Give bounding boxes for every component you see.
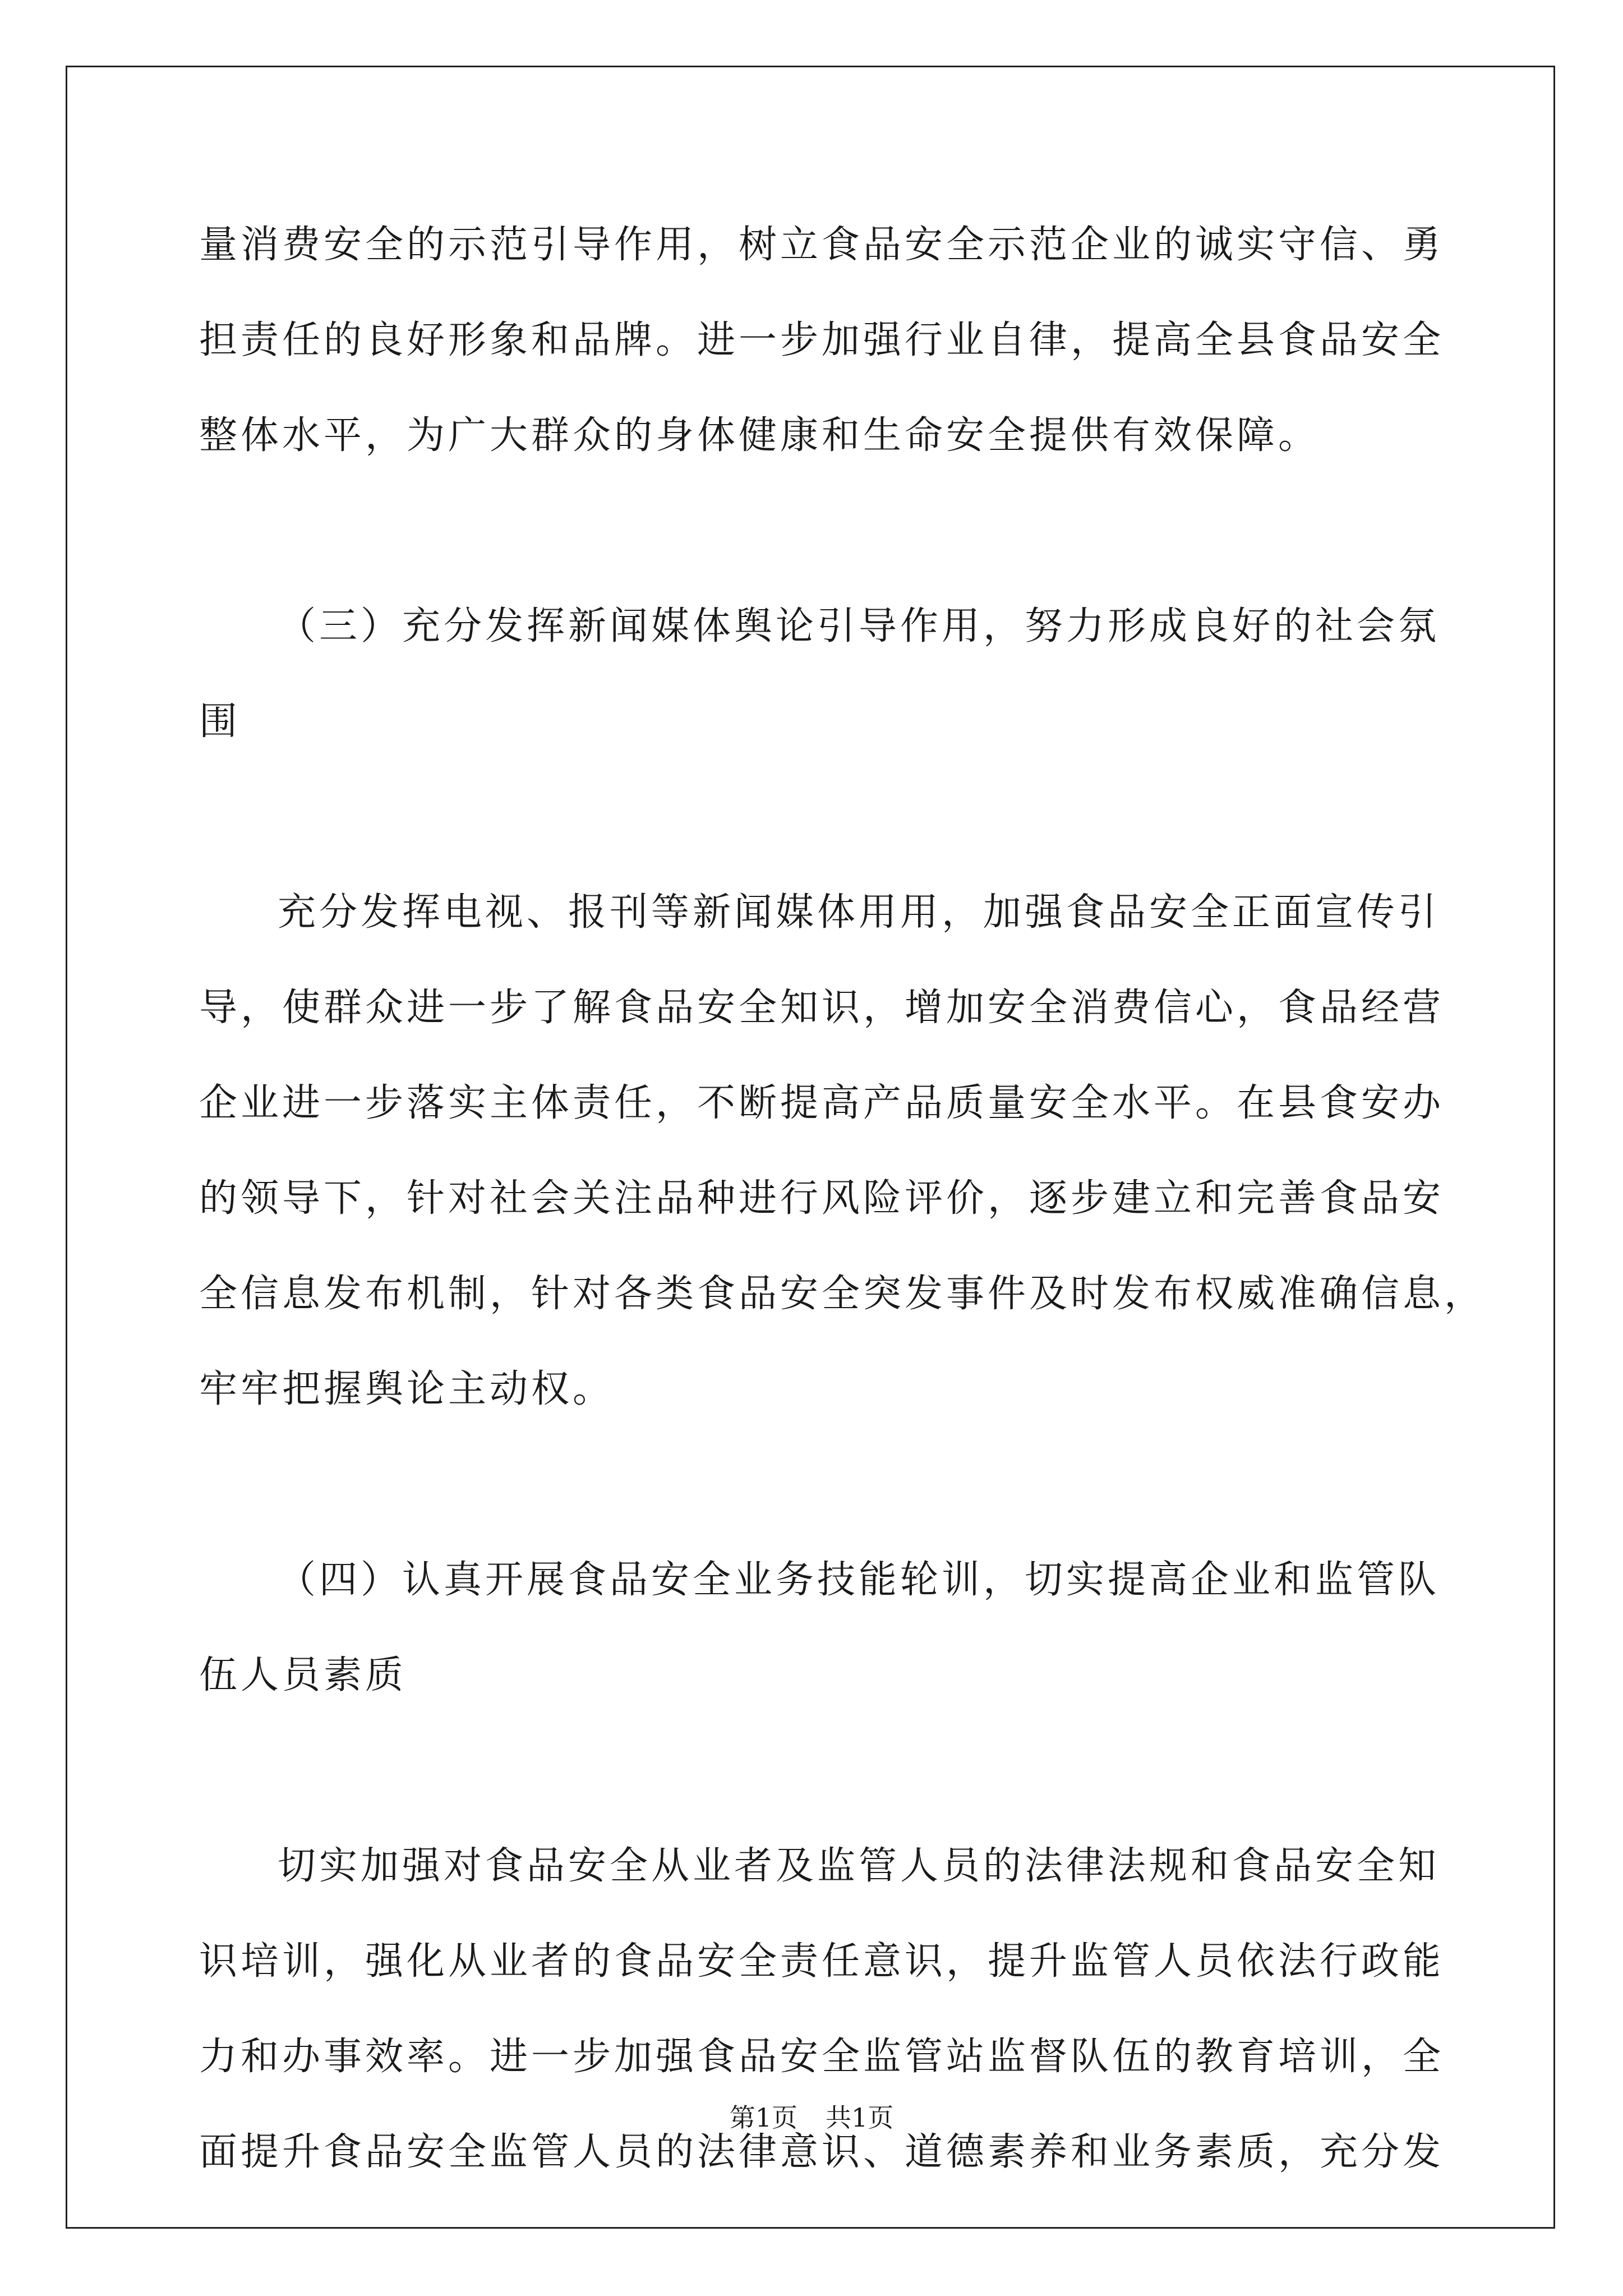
paragraph-spacer (199, 781, 1424, 876)
section-heading-4: （四）认真开展食品安全业务技能轮训，切实提高企业和监管队 (278, 1558, 1440, 1602)
text-line: 整体水平，为广大群众的身体健康和生命安全提供有效保障。 (199, 413, 1320, 458)
text-line: 牢牢把握舆论主动权。 (199, 1367, 615, 1411)
text-line: 切实加强对食品安全从业者及监管人员的法律法规和食品安全知 (278, 1844, 1440, 1888)
section-heading-3-cont: 围 (199, 700, 241, 744)
text-line: 充分发挥电视、报刊等新闻媒体用用，加强食品安全正面宣传引 (278, 890, 1440, 935)
document-body (199, 209, 1486, 2211)
text-line: 全信息发布机制，针对各类食品安全突发事件及时发布权威准确信息， (199, 1272, 1486, 1316)
text-line: 力和办事效率。进一步加强食品安全监管站监督队伍的教育培训，全 (199, 2035, 1445, 2079)
paragraph-spacer (199, 1734, 1424, 1830)
page-number: 第1页 (729, 2102, 797, 2133)
text-line: 识培训，强化从业者的食品安全责任意识，提升监管人员依法行政能 (199, 1939, 1445, 1984)
text-line: 量消费安全的示范引导作用，树立食品安全示范企业的诚实守信、勇 (199, 223, 1445, 267)
page-footer (0, 2101, 1623, 2134)
text-line: 担责任的良好形象和品牌。进一步加强行业自律，提高全县食品安全 (199, 318, 1445, 362)
page-total: 共1页 (826, 2102, 894, 2133)
text-line: 面提升食品安全监管人员的法律意识、道德素养和业务素质，充分发 (199, 2130, 1445, 2174)
text-line: 导，使群众进一步了解食品安全知识，增加安全消费信心，食品经营 (199, 986, 1445, 1030)
section-heading-4-cont: 伍人员素质 (199, 1653, 407, 1697)
paragraph-spacer (199, 495, 1424, 590)
section-heading-3: （三）充分发挥新闻媒体舆论引导作用，努力形成良好的社会氛 (278, 604, 1440, 648)
text-line: 的领导下，针对社会关注品种进行风险评价，逐步建立和完善食品安 (199, 1176, 1445, 1221)
paragraph-spacer (199, 1448, 1424, 1544)
text-line: 企业进一步落实主体责任，不断提高产品质量安全水平。在县食安办 (199, 1081, 1445, 1125)
